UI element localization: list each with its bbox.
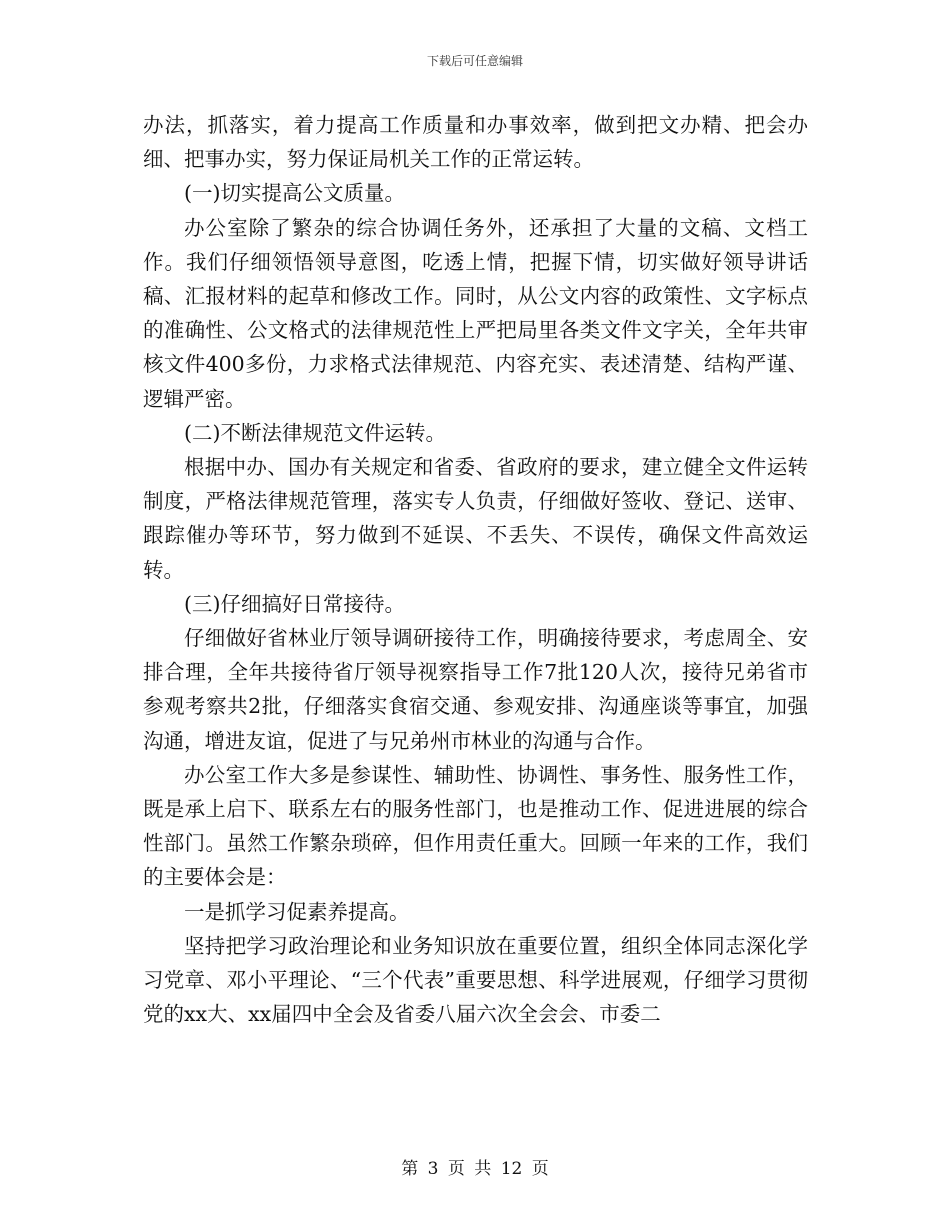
paragraph: 办公室工作大多是参谋性、辅助性、协调性、事务性、服务性工作，既是承上启下、联系左右的服务性部门，也是推动工作、促进进展的综合性部门。虽然工作繁杂琐碎，但作用责任重大。回顾一年来的工作，我们的主要体会是： xyxy=(143,762,808,890)
header-text: 下载后可任意编辑 xyxy=(426,54,523,68)
page-footer xyxy=(0,1154,950,1179)
document-body xyxy=(143,108,808,1031)
section-heading: (一)切实提高公文质量。 xyxy=(184,181,405,206)
section-heading: (三)仔细搞好日常接待。 xyxy=(184,591,405,616)
paragraph: 根据中办、国办有关规定和省委、省政府的要求，建立健全文件运转制度，严格法律规范管理，落实专人负责，仔细做好签收、登记、送审、跟踪催办等环节，努力做到不延误、不丢失、不误传，确保文件高效运转。 xyxy=(143,455,808,582)
section-heading: 一是抓学习促素养提高。 xyxy=(184,899,410,924)
paragraph: 坚持把学习政治理论和业务知识放在重要位置，组织全体同志深化学习党章、邓小平理论、“三个代表”重要思想、科学进展观，仔细学习贯彻党的xx大、xx届四中全会及省委八届六次全会会、市委二 xyxy=(143,933,808,1027)
page-number: 第 3 页 共 12 页 xyxy=(401,1159,549,1179)
page-header xyxy=(0,52,950,69)
section-heading: (二)不断法律规范文件运转。 xyxy=(184,420,446,445)
paragraph: 办法，抓落实，着力提高工作质量和办事效率，做到把文办精、把会办细、把事办实，努力保证局机关工作的正常运转。 xyxy=(143,113,808,172)
paragraph: 仔细做好省林业厅领导调研接待工作，明确接待要求，考虑周全、安排合理，全年共接待省厅领导视察指导工作7批120人次，接待兄弟省市参观考察共2批，仔细落实食宿交通、参观安排、沟通座谈等事宜，加强沟通，增进友谊，促进了与兄弟州市林业的沟通与合作。 xyxy=(143,626,808,753)
paragraph: 办公室除了繁杂的综合协调任务外，还承担了大量的文稿、文档工作。我们仔细领悟领导意图，吃透上情，把握下情，切实做好领导讲话稿、汇报材料的起草和修改工作。同时，从公文内容的政策性、文字标点的准确性、公文格式的法律规范性上严把局里各类文件文字关，全年共审核文件400多份，力求格式法律规范、内容充实、表述清楚、结构严谨、逻辑严密。 xyxy=(143,215,808,411)
